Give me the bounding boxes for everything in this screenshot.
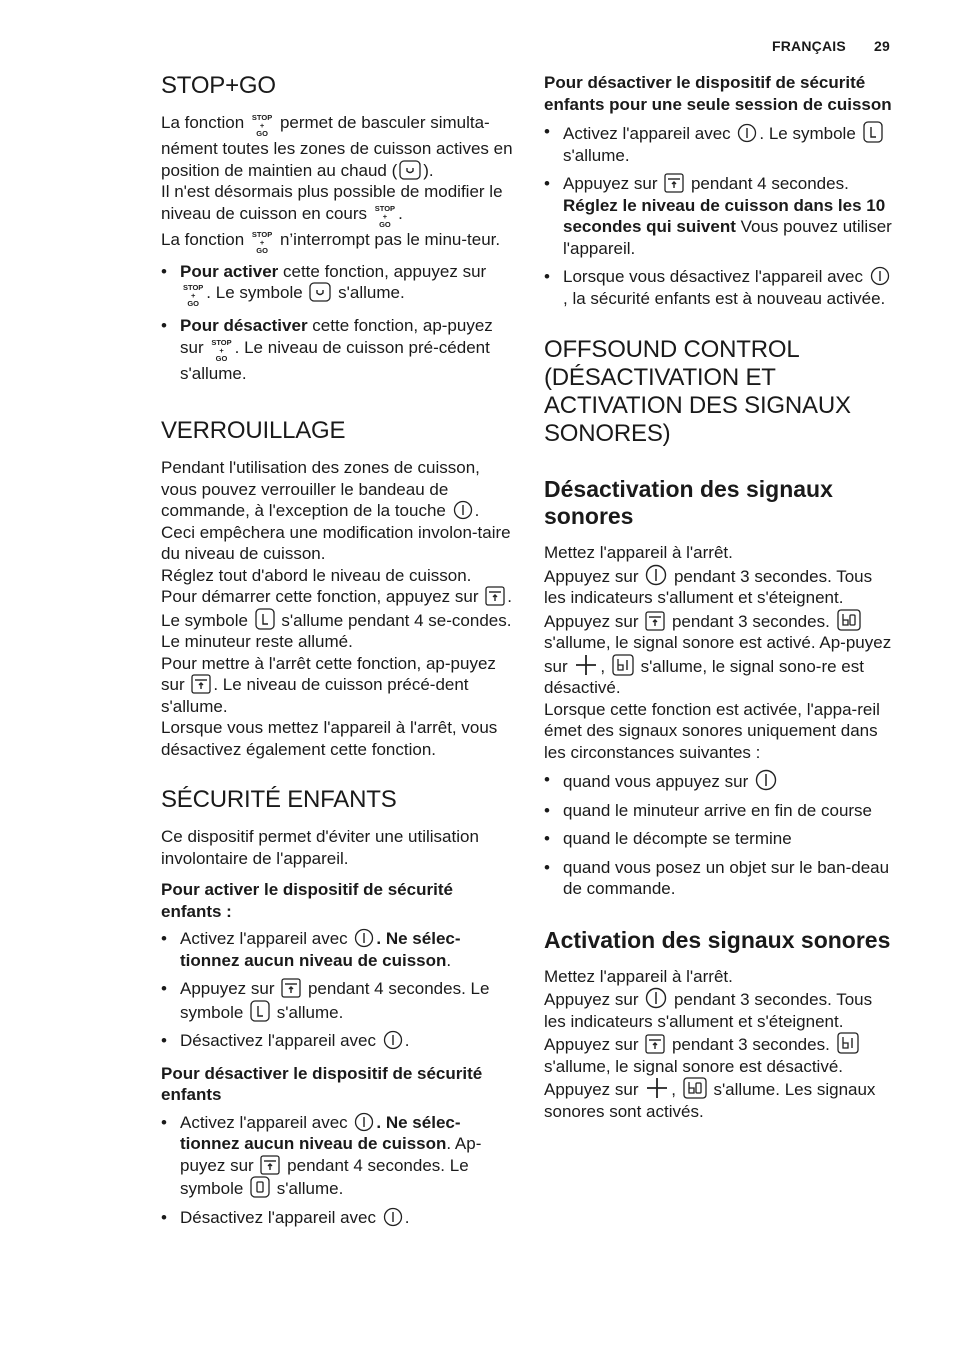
- verrou-paragraph-4: Le minuteur reste allumé.: [161, 632, 353, 651]
- list-item: • quand vous posez un objet sur le ban-deau de commande.: [544, 857, 896, 900]
- session-subheading: Pour désactiver le dispositif de sécurité enfants pour une seule session de cuisson: [544, 73, 892, 114]
- desact-circumstances-list: [544, 769, 896, 900]
- page-header: [748, 38, 890, 54]
- securite-paragraph-1: Ce dispositif permet d'éviter une utilisation involontaire de l'appareil.: [161, 827, 479, 868]
- section-title-securite: SÉCURITÉ ENFANTS: [161, 786, 397, 813]
- b0-display-icon: [683, 1077, 707, 1099]
- stop-go-icon: STOP + GO: [251, 113, 273, 138]
- on-off-icon: [354, 1112, 374, 1132]
- lock-key-icon: [485, 586, 505, 606]
- list-item: • Désactivez l'appareil avec .: [161, 1207, 513, 1229]
- desact-paragraph-1: Mettez l'appareil à l'arrêt.: [544, 543, 733, 562]
- plus-icon: [645, 1077, 669, 1099]
- on-off-icon: [737, 123, 757, 143]
- b0-display-icon: [837, 609, 861, 631]
- on-off-icon: [870, 266, 890, 286]
- on-off-icon: [354, 928, 374, 948]
- stop-go-icon: STOP + GO: [183, 283, 204, 308]
- header-page-number: 29: [874, 38, 890, 54]
- desact-paragraph-4: Lorsque cette fonction est activée, l'appa-reil émet des signaux sonores uniquement dans les circonstances suivantes :: [544, 699, 880, 762]
- list-item: • Activez l'appareil avec . Le symbole s'allume.: [544, 121, 896, 166]
- b1-display-icon: [612, 654, 634, 676]
- securite-deactivate-list: [161, 1112, 513, 1229]
- lock-key-icon: [191, 674, 211, 694]
- stopgo-paragraph-2: Il n'est désormais plus possible de modifier le niveau de cuisson en cours STOP + GO .: [161, 182, 503, 229]
- list-item: • Désactivez l'appareil avec .: [161, 1030, 513, 1052]
- on-off-icon: [383, 1207, 403, 1227]
- list-item: • quand vous appuyez sur: [544, 769, 896, 793]
- on-off-icon: [453, 500, 473, 520]
- lock-key-icon: [260, 1155, 280, 1175]
- securite-activate-list: [161, 928, 513, 1052]
- on-off-icon: [645, 987, 667, 1009]
- on-off-icon: [645, 564, 667, 586]
- section-title-verrouillage: VERROUILLAGE: [161, 417, 346, 444]
- zero-display-icon: [250, 1176, 270, 1198]
- verrou-paragraph-3: Pour démarrer cette fonction, appuyez sur . Le symbole s'allume pendant 4 se-condes.: [161, 587, 512, 630]
- lock-display-icon: [255, 608, 275, 630]
- list-item: • Activez l'appareil avec . Ne sélec-tionnez aucun niveau de cuisson. Ap-puyez sur pendant 4 secondes. Le symbole s'allume.: [161, 1112, 513, 1200]
- lock-display-icon: [863, 121, 883, 143]
- act-paragraph-4: Appuyez sur , s'allume. Les signaux sonores sont activés.: [544, 1077, 896, 1122]
- stopgo-paragraph-1: La fonction STOP + GO permet de basculer simulta-nément toutes les zones de cuisson actives en position de maintien au chaud ( ).: [161, 113, 513, 180]
- plus-icon: [574, 654, 598, 676]
- list-item: • Pour désactiver cette fonction, ap-puyez sur STOP + GO . Le niveau de cuisson pré-cédent s'allume.: [161, 315, 513, 384]
- lock-key-icon: [645, 1034, 665, 1054]
- act-paragraph-3: Appuyez sur pendant 3 secondes. s'allume, le signal sonore est désactivé.: [544, 1032, 896, 1077]
- act-paragraph-1: Mettez l'appareil à l'arrêt.: [544, 966, 733, 986]
- list-item: • Appuyez sur pendant 4 secondes. Le symbole s'allume.: [161, 978, 513, 1023]
- keep-warm-icon: [309, 282, 331, 302]
- lock-key-icon: [281, 978, 301, 998]
- stopgo-paragraph-3: La fonction STOP + GO n’interrompt pas le minu-teur.: [161, 229, 501, 255]
- list-item: • Appuyez sur pendant 4 secondes. Réglez le niveau de cuisson dans les 10 secondes qui suivent Vous pouvez utiliser l'appareil.: [544, 173, 896, 259]
- session-list: [544, 121, 896, 309]
- lock-key-icon: [645, 611, 665, 631]
- on-off-icon: [383, 1030, 403, 1050]
- right-column: [544, 68, 896, 1122]
- keep-warm-icon: [399, 160, 421, 180]
- list-item: • quand le minuteur arrive en fin de course: [544, 800, 896, 822]
- stop-go-icon: STOP + GO: [251, 229, 273, 255]
- lock-display-icon: [250, 1000, 270, 1022]
- securite-subheading-deactivate: Pour désactiver le dispositif de sécurité enfants: [161, 1063, 483, 1104]
- act-paragraph-2: Appuyez sur pendant 3 secondes. Tous les indicateurs s'allument et s'éteignent.: [544, 987, 896, 1032]
- verrou-paragraph-2: Réglez tout d'abord le niveau de cuisson.: [161, 565, 472, 585]
- section-title-desactivation: Désactivation des signaux sonores: [544, 476, 833, 529]
- list-item: • Pour activer cette fonction, appuyez sur STOP + GO . Le symbole s'allume.: [161, 261, 513, 309]
- list-item: • Lorsque vous désactivez l'appareil avec , la sécurité enfants est à nouveau activée.: [544, 266, 896, 309]
- b1-display-icon: [837, 1032, 859, 1054]
- stop-go-icon: STOP + GO: [374, 203, 396, 229]
- desact-paragraph-3: Appuyez sur pendant 3 secondes. s'allume, le signal sonore est activé. Ap-puyez sur , s'allume, le signal sono-re est désactivé.: [544, 609, 896, 699]
- section-title-activation: Activation des signaux sonores: [544, 926, 891, 953]
- verrou-paragraph-1: Pendant l'utilisation des zones de cuisson, vous pouvez verrouiller le bandeau de commande, à l'exception de la touche . Ceci empêchera une modification involon-taire du niveau de cuisson.: [161, 458, 511, 563]
- securite-subheading-activate: Pour activer le dispositif de sécurité enfants :: [161, 880, 453, 921]
- header-language: FRANÇAIS: [771, 38, 846, 54]
- verrou-paragraph-6: Lorsque vous mettez l'appareil à l'arrêt, vous désactivez également cette fonction.: [161, 718, 498, 759]
- verrou-paragraph-5: Pour mettre à l'arrêt cette fonction, ap-puyez sur . Le niveau de cuisson précé-dent s'allume.: [161, 653, 496, 716]
- section-title-offsound: OFFSOUND CONTROL (DÉSACTIVATION ET ACTIVATION DES SIGNAUX SONORES): [544, 336, 851, 447]
- left-column: [161, 68, 513, 1235]
- list-item: • Activez l'appareil avec . Ne sélec-tionnez aucun niveau de cuisson.: [161, 928, 513, 971]
- section-title-stopgo: STOP+GO: [161, 72, 276, 99]
- desact-paragraph-2: Appuyez sur pendant 3 secondes. Tous les indicateurs s'allument et s'éteignent.: [544, 564, 896, 609]
- lock-key-icon: [664, 173, 684, 193]
- on-off-icon: [755, 769, 777, 791]
- stopgo-list: [161, 261, 513, 385]
- stop-go-icon: STOP + GO: [211, 337, 232, 363]
- list-item: • quand le décompte se termine: [544, 828, 896, 850]
